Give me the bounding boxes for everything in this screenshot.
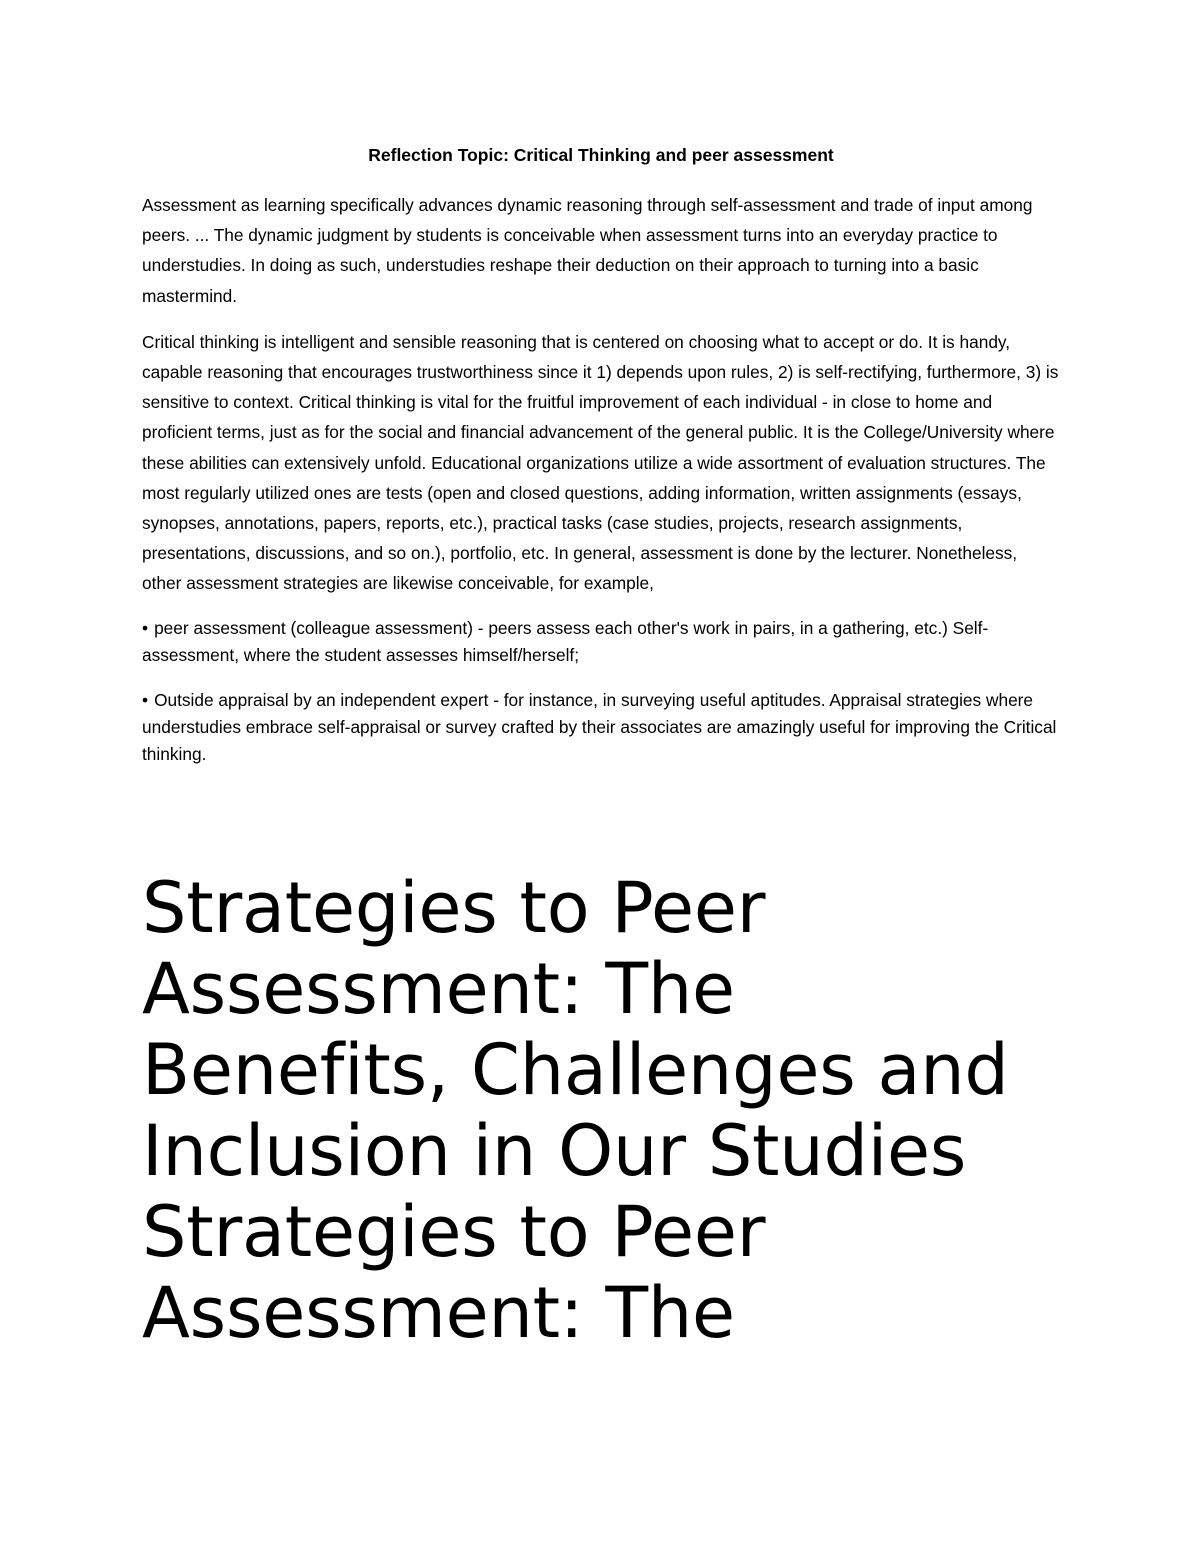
bullet-text: Outside appraisal by an independent expert - for instance, in surveying useful aptitudes. Appraisal strategies where understudies embrace self-appraisal or survey crafted by their associates are amazingly useful for improving the Critical thinking. [142,689,1057,764]
bullet-item-peer-assessment [142,615,1060,669]
strategies-heading [142,868,1142,1354]
bullet-icon: • [142,689,149,710]
heading-line: Inclusion in Our Studies [142,1110,967,1192]
heading-line: Strategies to Peer [142,867,766,949]
bullet-icon: • [142,617,149,638]
document-title: Reflection Topic: Critical Thinking and peer assessment [368,145,834,165]
paragraph-assessment-as-learning: Assessment as learning specifically advances dynamic reasoning through self-assessment and trade of input among peers. ... The dynamic judgment by students is conceivable when assessment turns into an everyday practice to understudies. In doing as such, understudies reshape their deduction on their approach to turning into a basic mastermind. [142,195,1033,306]
heading-line: Strategies to Peer [142,1191,766,1273]
heading-line: Benefits, Challenges and [142,1029,1009,1111]
paragraph-critical-thinking: Critical thinking is intelligent and sensible reasoning that is centered on choosing what to accept or do. It is handy, capable reasoning that encourages trustworthiness since it 1) depends upon rules, 2) is self-rectifying, furthermore, 3) is sensitive to context. Critical thinking is vital for the fruitful improvement of each individual - in close to home and proficient terms, just as for the social and financial advancement of the general public. It is the College/University where these abilities can extensively unfold. Educational organizations utilize a wide assortment of evaluation structures. The most regularly utilized ones are tests (open and closed questions, adding information, written assignments (essays, synopses, annotations, papers, reports, etc.), practical tasks (case studies, projects, research assignments, presentations, discussions, and so on.), portfolio, etc. In general, assessment is done by the lecturer. Nonetheless, other assessment strategies are likewise conceivable, for example, [142,331,1059,594]
bullet-text: peer assessment (colleague assessment) - peers assess each other's work in pairs, in a gathering, etc.) Self-assessment, where the student assesses himself/herself; [142,617,989,665]
bullet-item-outside-appraisal [142,687,1060,768]
heading-line: Assessment: The [142,948,735,1030]
heading-line: Assessment: The [142,1272,735,1354]
document-body [142,140,1060,786]
